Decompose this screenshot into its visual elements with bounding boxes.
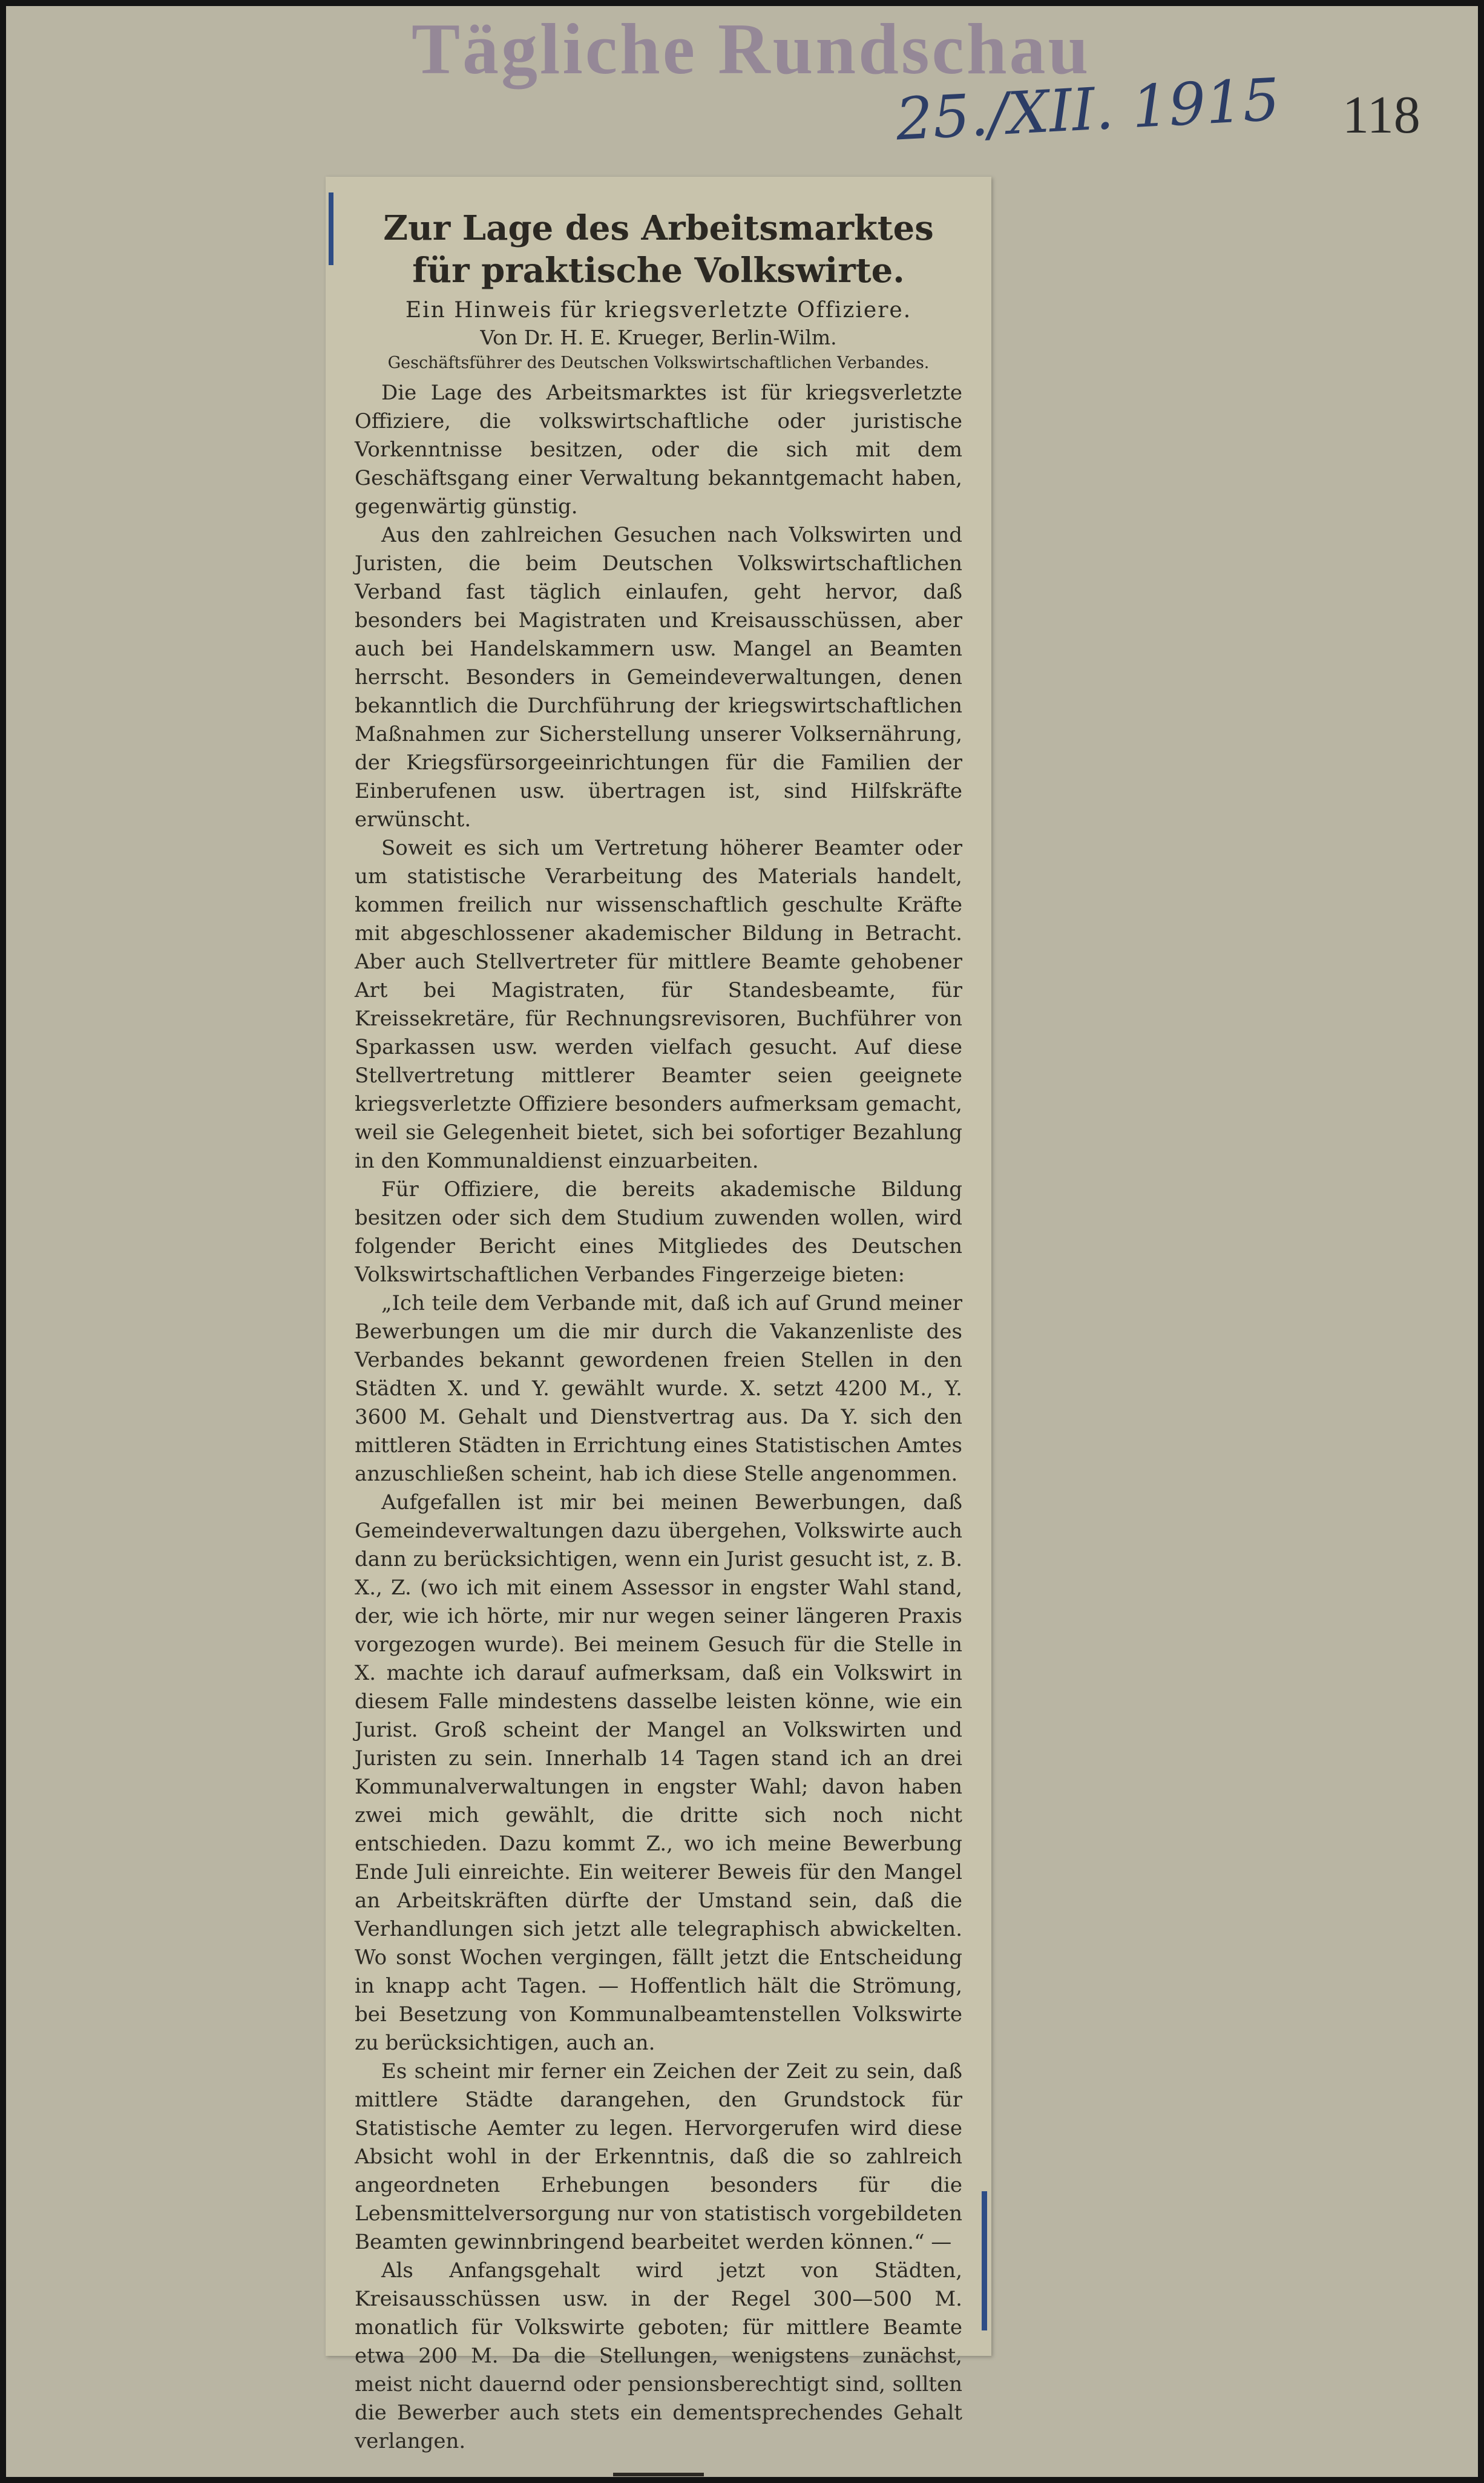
blue-pencil-mark [329, 192, 333, 265]
article-author: Von Dr. H. E. Krueger, Berlin-Wilm. [480, 326, 837, 349]
newspaper-clipping [326, 177, 991, 2453]
page-number: 118 [1342, 86, 1420, 145]
end-rule [613, 2473, 704, 2476]
author-role: Geschäftsführer des Deutschen Volkswirtschaftlichen Verbandes. [387, 354, 930, 372]
article-subtitle: Ein Hinweis für kriegsverletzte Offiziere. [405, 298, 912, 323]
article-body [355, 379, 962, 2456]
article-paragraph: Für Offiziere, die bereits akademische Bildung besitzen oder sich dem Studium zuwenden wollen, wird folgender Bericht eines Mitgliedes des Deutschen Volkswirtschaftlichen Verbandes Fingerzeige bieten: [355, 1177, 962, 1287]
article-paragraph: Als Anfangsgehalt wird jetzt von Städten, Kreisausschüssen usw. in der Regel 300—500 M. monatlich für Volkswirte geboten; für mittlere Beamte etwa 200 M. Da die Stellungen, wenigstens zunächst, meist nicht dauernd oder pensionsberechtigt sind, sollten die Bewerber auch stets ein dementsprechendes Gehalt verlangen. [355, 2258, 962, 2453]
article-paragraph: Soweit es sich um Vertretung höherer Beamter oder um statistische Verarbeitung des Materials handelt, kommen freilich nur wissenschaftlich geschulte Kräfte mit abgeschlossener akademischer Bildung in Betracht. Aber auch Stellvertreter für mittlere Beamte gehobener Art bei Magistraten, für Standesbeamte, für Kreissekretäre, für Rechnungsrevisoren, Buchführer von Sparkassen usw. werden vielfach gesucht. Auf diese Stellvertretung mittlerer Beamter seien geeignete kriegsverletzte Offiziere besonders aufmerksam gemacht, weil sie Gelegenheit bietet, sich bei sofortiger Bezahlung in den Kommunaldienst einzuarbeiten. [355, 836, 962, 1173]
article-headline: Zur Lage des Arbeitsmarktes für praktische Volkswirte. [383, 208, 934, 291]
article-paragraph: Aufgefallen ist mir bei meinen Bewerbungen, daß Gemeindeverwaltungen dazu übergehen, Volkswirte auch dann zu berücksichtigen, wenn ein Jurist gesucht ist, z. B. X., Z. (wo ich mit einem Assessor in engster Wahl stand, der, wie ich hörte, mir nur wegen seiner längeren Praxis vorgezogen wurde). Bei meinem Gesuch für die Stelle in X. machte ich darauf aufmerksam, daß ein Volkswirt in diesem Falle mindestens dasselbe leisten könne, wie ein Jurist. Groß scheint der Mangel an Volkswirten und Juristen zu sein. Innerhalb 14 Tagen stand ich an drei Kommunalverwaltungen in engster Wahl; davon haben zwei mich gewählt, die dritte sich noch nicht entschieden. Dazu kommt Z., wo ich meine Bewerbung Ende Juli einreichte. Ein weiterer Beweis für den Mangel an Arbeitskräften dürfte der Umstand sein, daß die Verhandlungen sich jetzt alle telegraphisch abwickelten. Wo sonst Wochen vergingen, fällt jetzt die Entscheidung in knapp acht Tagen. — Hoffentlich hält die Strömung, bei Besetzung von Kommunalbeamtenstellen Volkswirte zu berücksichtigen, auch an. [355, 1490, 962, 2055]
article-paragraph: Es scheint mir ferner ein Zeichen der Zeit zu sein, daß mittlere Städte darangehen, den Grundstock für Statistische Aemter zu legen. Hervorgerufen wird diese Absicht wohl in der Erkenntnis, daß die so zahlreich angeordneten Erhebungen besonders für die Lebensmittelversorgung nur von statistisch vorgebildeten Beamten gewinnbringend bearbeitet werden können.“ — [355, 2059, 962, 2254]
blue-pencil-mark [982, 2191, 987, 2330]
handwritten-date: 25./XII. 1915 [894, 65, 1282, 154]
article-paragraph: Aus den zahlreichen Gesuchen nach Volkswirten und Juristen, die beim Deutschen Volkswirtschaftlichen Verband fast täglich einlaufen, geht hervor, daß besonders bei Magistraten und Kreisausschüssen, aber auch bei Handelskammern usw. Mangel an Beamten herrscht. Besonders in Gemeindeverwaltungen, denen bekanntlich die Durchführung der kriegswirtschaftlichen Maßnahmen zur Sicherstellung unserer Volksernährung, der Kriegsfürsorgeeinrichtungen für die Familien der Einberufenen usw. übertragen ist, sind Hilfskräfte erwünscht. [355, 523, 962, 832]
article-paragraph: Die Lage des Arbeitsmarktes ist für kriegsverletzte Offiziere, die volkswirtschaftliche oder juristische Vorkenntnisse besitzen, oder die sich mit dem Geschäftsgang einer Verwaltung bekanntgemacht haben, gegenwärtig günstig. [355, 381, 962, 519]
newspaper-stamp: Tägliche Rundschau [412, 8, 1091, 89]
article-paragraph: „Ich teile dem Verbande mit, daß ich auf Grund meiner Bewerbungen um die mir durch die Vakanzenliste des Verbandes bekannt gewordenen freien Stellen in den Städten X. und Y. gewählt wurde. X. setzt 4200 M., Y. 3600 M. Gehalt und Dienstvertrag aus. Da Y. sich den mittleren Städten in Errichtung eines Statistischen Amtes anzuschließen scheint, hab ich diese Stelle angenommen. [355, 1291, 962, 1486]
